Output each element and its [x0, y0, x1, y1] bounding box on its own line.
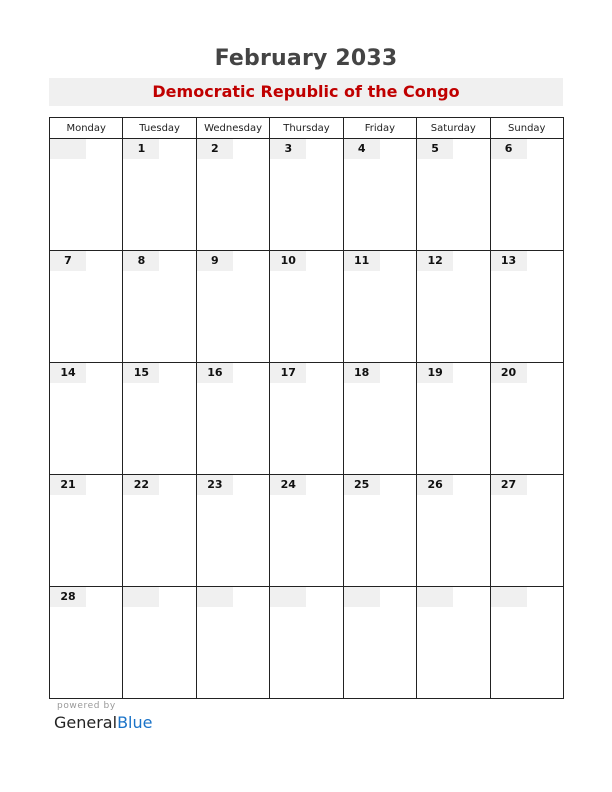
day-number: 3 [270, 139, 306, 159]
day-cell [123, 363, 196, 475]
day-cell [417, 139, 490, 251]
day-cell [343, 251, 416, 363]
day-number [491, 587, 527, 607]
day-cell [196, 475, 269, 587]
day-cell [417, 475, 490, 587]
day-number: 10 [270, 251, 306, 271]
day-cell [490, 587, 563, 699]
weekday-header: Tuesday [123, 118, 196, 139]
day-cell [270, 587, 343, 699]
country-name: Democratic Republic of the Congo [152, 82, 460, 101]
day-cell [417, 363, 490, 475]
day-number [50, 139, 86, 159]
day-cell [343, 139, 416, 251]
day-cell [343, 475, 416, 587]
weekday-header: Wednesday [196, 118, 269, 139]
day-cell [196, 139, 269, 251]
weekday-header: Thursday [270, 118, 343, 139]
day-number: 14 [50, 363, 86, 383]
day-cell [50, 139, 123, 251]
day-number [344, 587, 380, 607]
day-number: 21 [50, 475, 86, 495]
day-cell [196, 363, 269, 475]
day-cell [196, 587, 269, 699]
day-cell [50, 587, 123, 699]
brand-blue-text: Blue [117, 713, 153, 732]
day-number [270, 587, 306, 607]
day-cell [50, 363, 123, 475]
day-number: 7 [50, 251, 86, 271]
day-number: 28 [50, 587, 86, 607]
day-number [123, 587, 159, 607]
day-cell [123, 139, 196, 251]
day-number: 23 [197, 475, 233, 495]
day-number: 1 [123, 139, 159, 159]
week-row [50, 139, 564, 251]
week-row [50, 475, 564, 587]
day-cell [417, 251, 490, 363]
day-number: 25 [344, 475, 380, 495]
week-row [50, 363, 564, 475]
day-number: 19 [417, 363, 453, 383]
day-cell [343, 363, 416, 475]
weekday-header: Saturday [417, 118, 490, 139]
day-cell [490, 139, 563, 251]
day-number: 17 [270, 363, 306, 383]
day-number [417, 587, 453, 607]
day-cell [270, 475, 343, 587]
weekday-header: Friday [343, 118, 416, 139]
day-number [197, 587, 233, 607]
day-cell [490, 363, 563, 475]
week-row [50, 587, 564, 699]
day-cell [123, 251, 196, 363]
day-cell [417, 587, 490, 699]
day-number: 5 [417, 139, 453, 159]
weekday-header: Monday [50, 118, 123, 139]
week-row [50, 251, 564, 363]
day-number: 24 [270, 475, 306, 495]
country-banner [49, 78, 563, 106]
day-number: 11 [344, 251, 380, 271]
day-number: 4 [344, 139, 380, 159]
page-title: February 2033 [214, 46, 398, 71]
day-number: 26 [417, 475, 453, 495]
day-cell [123, 587, 196, 699]
weekday-header: Sunday [490, 118, 563, 139]
day-number: 6 [491, 139, 527, 159]
day-number: 15 [123, 363, 159, 383]
day-number: 20 [491, 363, 527, 383]
day-cell [196, 251, 269, 363]
day-cell [343, 587, 416, 699]
day-cell [123, 475, 196, 587]
day-number: 13 [491, 251, 527, 271]
day-number: 9 [197, 251, 233, 271]
day-number: 16 [197, 363, 233, 383]
day-cell [490, 251, 563, 363]
day-number: 12 [417, 251, 453, 271]
day-cell [490, 475, 563, 587]
day-number: 18 [344, 363, 380, 383]
day-cell [270, 363, 343, 475]
day-number: 27 [491, 475, 527, 495]
day-cell [50, 475, 123, 587]
weekday-header-row [50, 118, 564, 139]
day-number: 22 [123, 475, 159, 495]
day-number: 8 [123, 251, 159, 271]
day-cell [270, 139, 343, 251]
day-cell [50, 251, 123, 363]
day-cell [270, 251, 343, 363]
month-calendar [49, 117, 564, 699]
brand-logo[interactable] [54, 713, 152, 732]
brand-general-text: General [54, 713, 118, 732]
day-number: 2 [197, 139, 233, 159]
powered-by-label: powered by [57, 701, 116, 711]
